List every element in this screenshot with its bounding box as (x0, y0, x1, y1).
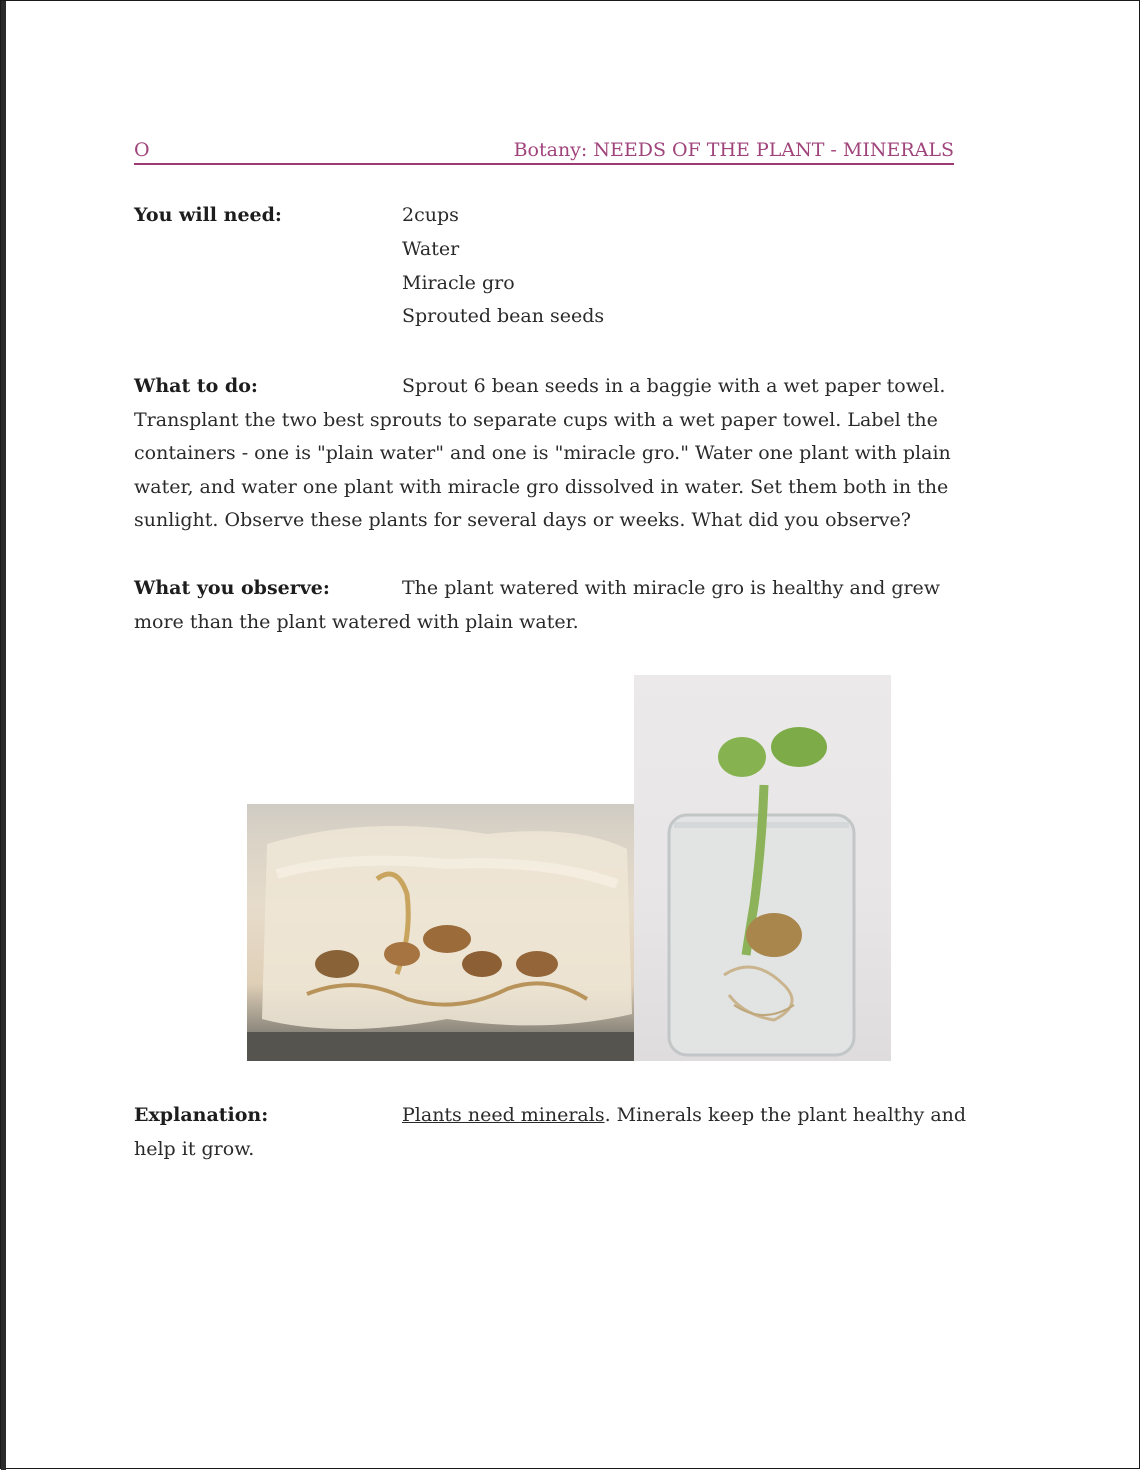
what-you-observe-text: The plant watered with miracle gro is healthy and grew more than the plant watered with plain water. (134, 577, 941, 633)
material-item: Miracle gro (402, 272, 515, 294)
page-header (134, 137, 954, 165)
bean-plant-in-glass-photo (634, 675, 891, 1061)
what-you-observe-label: What you observe: (134, 577, 330, 599)
header-title: Botany: NEEDS OF THE PLANT - MINERALS (513, 139, 954, 161)
what-to-do-text: Sprout 6 bean seeds in a baggie with a wet paper towel. Transplant the two best sprouts to separate cups with a wet paper towel. Label the containers - one is "plain water" and one is "miracle gro." Water one plant with plain water, and water one plant with miracle gro dissolved in water. Set them both in the sunlight. Observe these plants for several days or weeks. What did you observe? (134, 375, 951, 531)
page-edge (1, 1, 6, 1470)
sprouting-seeds-bag-photo (247, 804, 634, 1061)
what-to-do-section (134, 370, 994, 538)
explanation-key-phrase: Plants need minerals (402, 1104, 605, 1126)
material-item: Water (402, 238, 460, 260)
explanation-text: . Minerals keep the plant healthy and help it grow. (134, 1104, 967, 1160)
what-you-observe-section (134, 572, 994, 639)
explanation-section (134, 1099, 994, 1166)
material-item: 2cups (402, 204, 459, 226)
header-number: O (134, 139, 150, 161)
what-to-do-label: What to do: (134, 375, 258, 397)
material-item: Sprouted bean seeds (402, 305, 605, 327)
explanation-label: Explanation: (134, 1104, 269, 1126)
you-will-need-label: You will need: (134, 204, 282, 226)
